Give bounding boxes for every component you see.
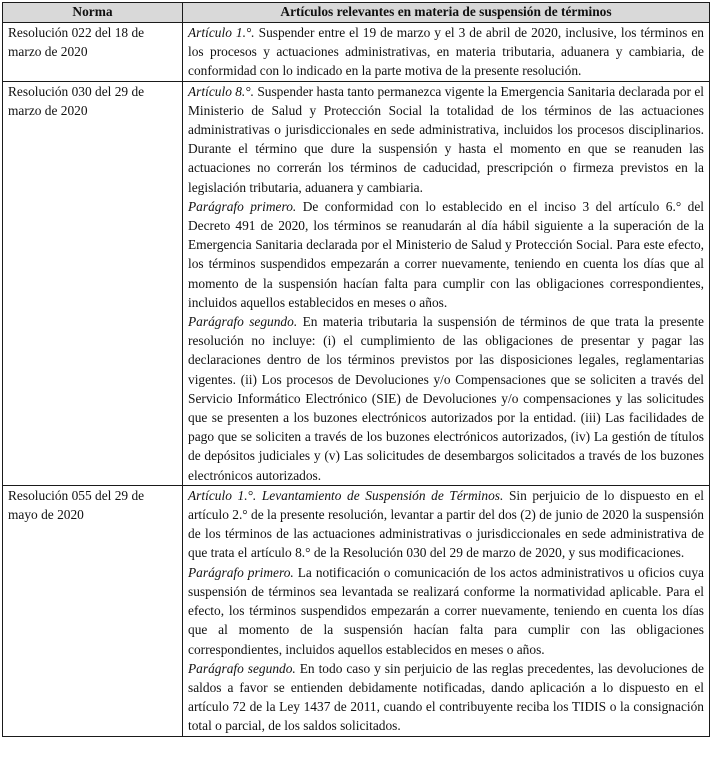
paragraph-primero [188, 197, 704, 312]
header-row [3, 3, 710, 23]
article-text: Suspender entre el 19 de marzo y el 3 de abril de 2020, inclusive, los términos en los procesos y actuaciones administrativas, en materia tributaria, aduanera y cambiaria, de conformidad con lo indicado en la parte motiva de la presente resolución. [188, 25, 704, 79]
table-row [3, 81, 710, 485]
suspension-terms-table [2, 2, 710, 737]
paragraph-text: En materia tributaria la suspensión de términos de que trata la presente resolución no incluye: (i) el cumplimiento de las obligaciones de presentar y pagar las declaraciones dentro de los términos previstos por las disposiciones legales, reglamentarias vigentes. (ii) Los procesos de Devoluciones y/o Compensaciones que se soliciten a través del Servicio Informático Electrónico (SIE) de Devoluciones y/o compensaciones y las solicitudes que se presenten a los buzones electrónicos autorizados por la entidad. (iii) Las facilidades de pago que se soliciten a través de los buzones electrónicos autorizados, (iv) La gestión de títulos de depósitos judiciales y (v) Las solicitudes de desembargos solicitados a través de los buzones electrónicos autorizados. [188, 314, 704, 483]
article-heading: Artículo 1.°. Levantamiento de Suspensión de Términos. [188, 487, 504, 503]
paragraph-heading: Parágrafo primero. [188, 198, 297, 214]
norma-cell: Resolución 030 del 29 de marzo de 2020 [3, 81, 183, 485]
header-norma: Norma [3, 3, 183, 23]
article-heading: Artículo 1.°. [188, 25, 255, 40]
table-row [3, 485, 710, 736]
norma-cell: Resolución 022 del 18 de marzo de 2020 [3, 23, 183, 82]
paragraph-heading: Parágrafo segundo. [188, 314, 298, 330]
paragraph-text: De conformidad con lo establecido en el inciso 3 del artículo 6.° del Decreto 491 de 2020, los términos se reanudarán al día hábil siguiente a la superación de la Emergencia Sanitaria declarada por el Ministerio de Salud y Protección Social. Para este efecto, los términos suspendidos empezarán a correr nuevamente, teniendo en cuenta los días que al momento de la suspensión hacían falta para cumplir con las obligaciones correspondientes, incluidos aquellos establecidos en meses o años. [188, 198, 704, 310]
article-heading: Artículo 8.°. [188, 83, 254, 99]
article-paragraph [188, 82, 704, 197]
article-text: Sin perjuicio de lo dispuesto en el artículo 2.° de la presente resolución, levantar a partir del dos (2) de junio de 2020 la suspensión de los términos de las actuaciones administrativas o jurisdiccionales en sede administrativa de que trata el artículo 8.° de la Resolución 030 del 29 de marzo de 2020, y sus modificaciones. [188, 487, 704, 561]
articulos-cell [183, 485, 710, 736]
article-paragraph [188, 23, 704, 81]
paragraph-primero [188, 563, 704, 659]
header-articulos: Artículos relevantes en materia de suspensión de términos [183, 3, 710, 23]
paragraph-heading: Parágrafo primero. [188, 564, 294, 580]
articulos-cell [183, 23, 710, 82]
articulos-cell [183, 81, 710, 485]
paragraph-segundo [188, 659, 704, 736]
article-paragraph [188, 486, 704, 563]
norma-cell: Resolución 055 del 29 de mayo de 2020 [3, 485, 183, 736]
paragraph-text: La notificación o comunicación de los actos administrativos u oficios cuya suspensión de términos sea levantada se realizará conforme la normatividad aplicable. Para el efecto, los términos suspendidos empezarán a correr nuevamente, teniendo en cuenta los días que al momento de la suspensión hacían falta para cumplir con las obligaciones correspondientes, incluidos aquellos establecidos en meses o años. [188, 564, 704, 657]
table-row [3, 23, 710, 82]
paragraph-heading: Parágrafo segundo. [188, 660, 296, 676]
paragraph-segundo [188, 312, 704, 485]
paragraph-text: En todo caso y sin perjuicio de las reglas precedentes, las devoluciones de saldos a favor se entienden debidamente notificadas, dando aplicación a lo dispuesto en el artículo 72 de la Ley 1437 de 2011, cuando el contribuyente reciba los TIDIS o la consignación total o parcial, de los saldos solicitados. [188, 660, 704, 734]
article-text: Suspender hasta tanto permanezca vigente la Emergencia Sanitaria declarada por el Ministerio de Salud y Protección Social la totalidad de los términos de las actuaciones administrativas o jurisdiccionales en sede administrativa, incluidos los procesos disciplinarios. Durante el término que dure la suspensión y hasta el momento en que se reanuden las actuaciones no correrán los términos de caducidad, prescripción o firmeza previstos en la legislación tributaria, aduanera y cambiaria. [188, 83, 704, 195]
